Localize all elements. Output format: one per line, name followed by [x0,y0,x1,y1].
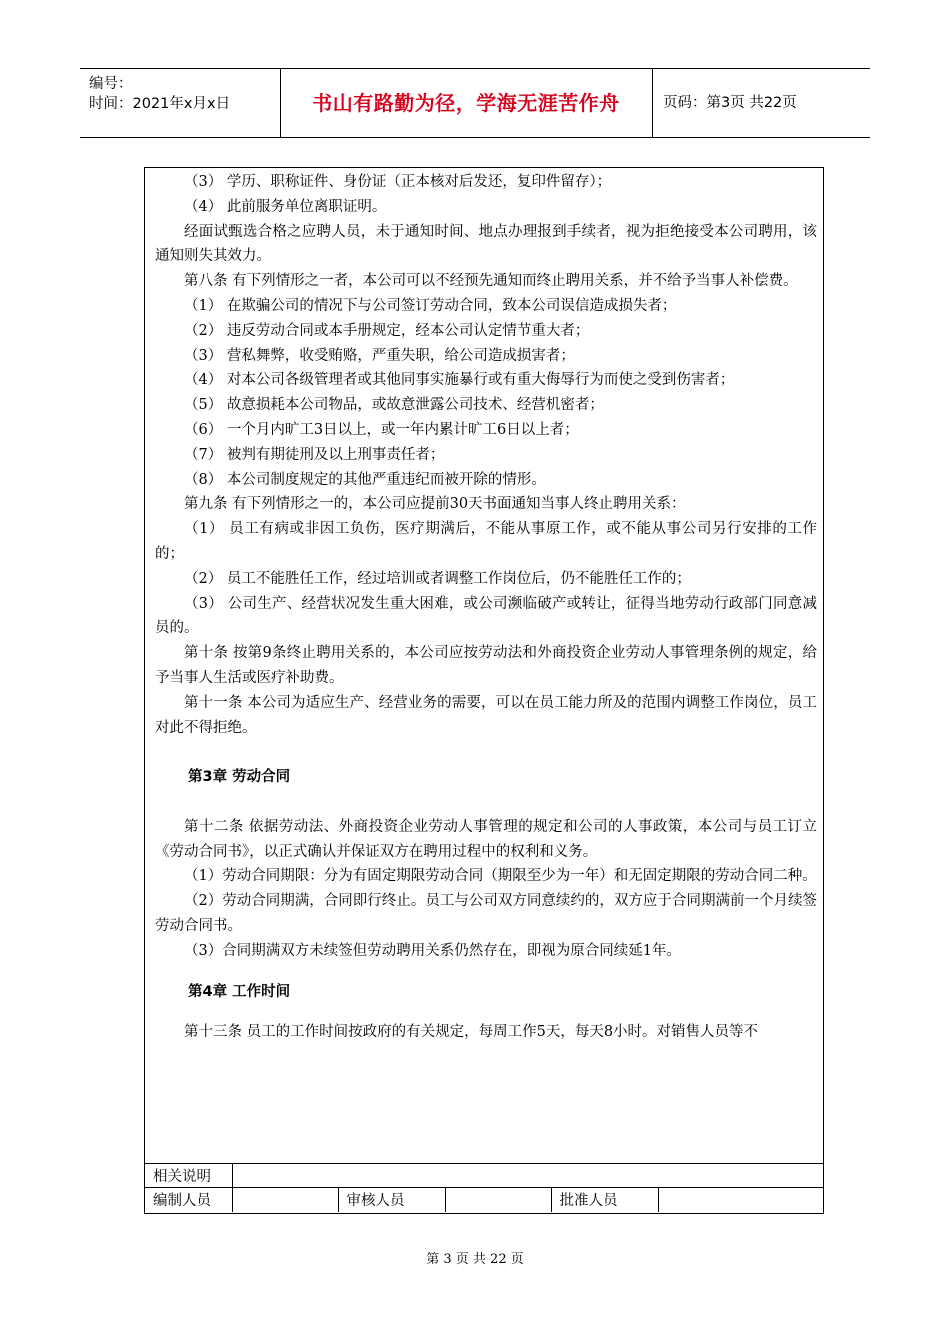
paragraph: （7） 被判有期徒刑及以上刑事责任者； [184,446,445,463]
header-divider [652,69,653,137]
paragraph: （3） 营私舞弊，收受贿赂，严重失职，给公司造成损害者； [184,347,575,364]
related-label: 相关说明 [145,1164,232,1188]
section-working-hours [155,1020,817,1045]
chapter-3-heading: 第3章 劳动合同 [188,769,291,786]
paragraph: （2） 违反劳动合同或本手册规定，经本公司认定情节重大者； [184,322,590,339]
time-label: 时间：2021年x月x日 [89,96,231,112]
document-content [155,170,817,1045]
section-labor-contract [155,815,817,964]
paragraph: （2）劳动合同期满，合同即行终止。员工与公司双方同意续约的，双方应于合同期满前一个月续签劳动合同书。 [155,893,817,934]
table-row [145,1164,823,1188]
chapter-4-heading: 第4章 工作时间 [188,983,291,1000]
section-employment-termination [155,170,817,740]
related-value [232,1164,823,1188]
header-page-info: 页码：第3页 共22页 [663,95,797,111]
signoff-table [145,1163,823,1212]
paragraph: 第十三条 员工的工作时间按政府的有关规定，每周工作5天，每天8小时。对销售人员等不 [184,1024,759,1041]
paragraph: （1） 员工有病或非因工负伤，医疗期满后，不能从事原工作，或不能从事公司另行安排的工作的； [155,521,817,562]
paragraph: （5） 故意损耗本公司物品，或故意泄露公司技术、经营机密者； [184,397,604,414]
paragraph: （4） 此前服务单位离职证明。 [184,198,387,215]
editor-label: 编制人员 [145,1188,232,1212]
header-meta [89,74,230,114]
page-header [80,68,870,138]
paragraph: （3）合同期满双方未续签但劳动聘用关系仍然存在，即视为原合同续延1年。 [184,942,681,959]
number-label: 编号： [89,76,133,92]
approver-value [658,1188,823,1212]
paragraph: （2） 员工不能胜任工作，经过培训或者调整工作岗位后，仍不能胜任工作的； [184,570,691,587]
paragraph: 第十条 按第9条终止聘用关系的，本公司应按劳动法和外商投资企业劳动人事管理条例的规定，给予当事人生活或医疗补助费。 [155,645,817,686]
reviewer-value [445,1188,551,1212]
reviewer-label: 审核人员 [338,1188,445,1212]
paragraph: 经面试甄选合格之应聘人员，未于通知时间、地点办理报到手续者，视为拒绝接受本公司聘用，该通知则失其效力。 [155,223,817,265]
paragraph: （1） 在欺骗公司的情况下与公司签订劳动合同，致本公司误信造成损失者； [184,297,677,314]
document-frame [144,167,824,1214]
paragraph: （1）劳动合同期限：分为有固定期限劳动合同（期限至少为一年）和无固定期限的劳动合同二种。 [184,868,817,885]
editor-value [232,1188,338,1212]
paragraph: （3） 公司生产、经营状况发生重大困难，或公司濒临破产或转让，征得当地劳动行政部门同意减员的。 [155,595,817,637]
paragraph: 第八条 有下列情形之一者，本公司可以不经预先通知而终止聘用关系，并不给予当事人补偿费。 [184,273,798,290]
paragraph: 第十二条 依据劳动法、外商投资企业劳动人事管理的规定和公司的人事政策，本公司与员工订立《劳动合同书》，以正式确认并保证双方在聘用过程中的权利和义务。 [155,818,817,860]
paragraph: 第九条 有下列情形之一的，本公司应提前30天书面通知当事人终止聘用关系： [184,496,686,513]
approver-label: 批准人员 [551,1188,658,1212]
table-row [145,1188,823,1212]
paragraph: （4） 对本公司各级管理者或其他同事实施暴行或有重大侮辱行为而使之受到伤害者； [184,372,735,389]
paragraph: （6） 一个月内旷工3日以上，或一年内累计旷工6日以上者； [184,421,579,438]
page-footer: 第 3 页 共 22 页 [426,1252,524,1267]
header-slogan: 书山有路勤为径，学海无涯苦作舟 [312,91,620,115]
paragraph: 第十一条 本公司为适应生产、经营业务的需要，可以在员工能力所及的范围内调整工作岗位，员工对此不得拒绝。 [155,694,817,736]
paragraph: （8） 本公司制度规定的其他严重违纪而被开除的情形。 [184,471,546,488]
paragraph: （3） 学历、职称证件、身份证（正本核对后发还，复印件留存）； [184,174,612,190]
